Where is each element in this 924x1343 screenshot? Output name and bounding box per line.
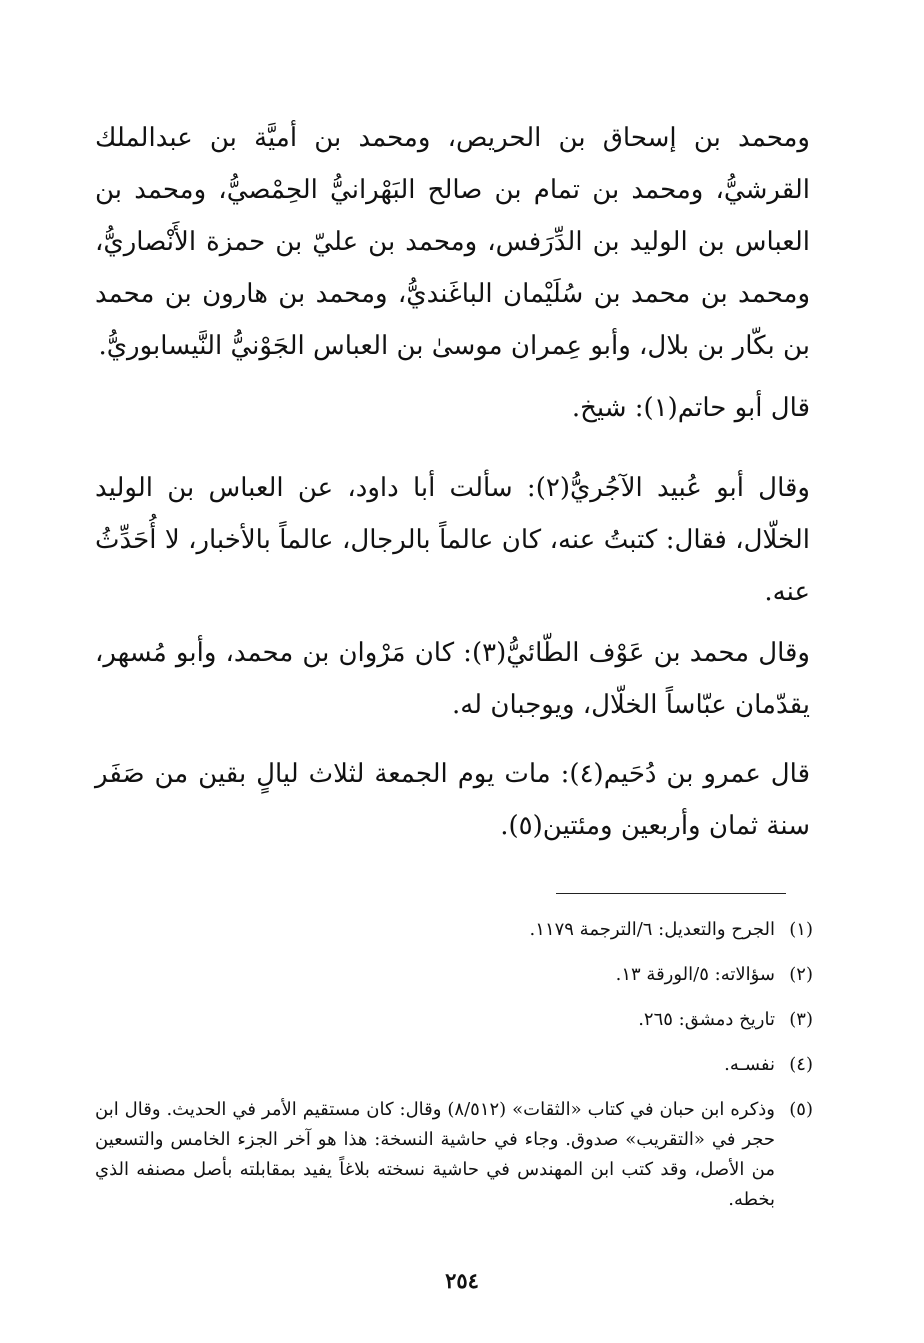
page-number: ٢٥٤	[445, 1268, 479, 1293]
footnote-separator	[556, 893, 786, 894]
footnote-text: الجرح والتعديل: ٦/الترجمة ١١٧٩.	[529, 919, 775, 940]
paragraph-abu-hatim: قال أبو حاتم(١): شيخ.	[571, 393, 810, 423]
footnote-text: نفسـه.	[724, 1054, 775, 1075]
footnote-text: تاريخ دمشق: ٢٦٥.	[638, 1009, 775, 1030]
footnote-4	[95, 1050, 813, 1080]
paragraph-ibn-awf: وقال محمد بن عَوْف الطّائيُّ(٣): كان مَرْوان بن محمد، وأبو مُسهر، يقدّمان عبّاساً الخلّال، ويوجبان له.	[95, 638, 810, 720]
footnote-3	[95, 1005, 813, 1035]
footnote-number: (١)	[789, 919, 813, 940]
footnote-number: (٢)	[789, 964, 813, 985]
paragraph-death-date: قال عمرو بن دُحَيم(٤): مات يوم الجمعة لثلاث ليالٍ بقين من صَفَر سنة ثمان وأربعين ومئتين(٥).	[95, 759, 811, 841]
footnote-number: (٤)	[789, 1054, 813, 1075]
footnotes	[95, 915, 813, 1230]
footnote-5	[95, 1095, 813, 1215]
footnote-1	[95, 915, 813, 945]
footnote-text: سؤالاته: ٥/الورقة ١٣.	[615, 964, 775, 985]
footnote-text: وذكره ابن حبان في كتاب «الثقات» (٨/٥١٢) وقال: كان مستقيم الأمر في الحديث. وقال ابن حجر في «التقريب» صدوق. وجاء في حاشية النسخة: هذا هو آخر الجزء الخامس والتسعين من الأصل، وقد كتب ابن المهندس في حاشية نسخته بلاغاً يفيد بمقابلته بأصل مصنفه الذي بخطه.	[95, 1099, 776, 1210]
footnote-2	[95, 960, 813, 990]
footnote-number: (٣)	[789, 1009, 813, 1030]
paragraph-narrators-list: ومحمد بن إسحاق بن الحريص، ومحمد بن أميَّة بن عبدالملك القرشيُّ، ومحمد بن تمام بن صالح البَهْرانيُّ الحِمْصيُّ، ومحمد بن العباس بن الوليد بن الدِّرَفس، ومحمد بن عليّ بن حمزة الأَنْصاريُّ، ومحمد بن محمد بن سُلَيْمان الباغَنديُّ، ومحمد بن هارون بن محمد بن بكّار بن بلال، وأبو عِمران موسىٰ بن العباس الجَوْنيُّ النَّيسابوريُّ.	[95, 123, 810, 361]
paragraph-abu-ubaid: وقال أبو عُبيد الآجُريُّ(٢): سألت أبا داود، عن العباس بن الوليد الخلّال، فقال: كتبتُ عنه، كان عالماً بالرجال، عالماً بالأخبار، لا أُحَدِّثُ عنه.	[95, 473, 810, 607]
footnote-number: (٥)	[789, 1099, 813, 1120]
